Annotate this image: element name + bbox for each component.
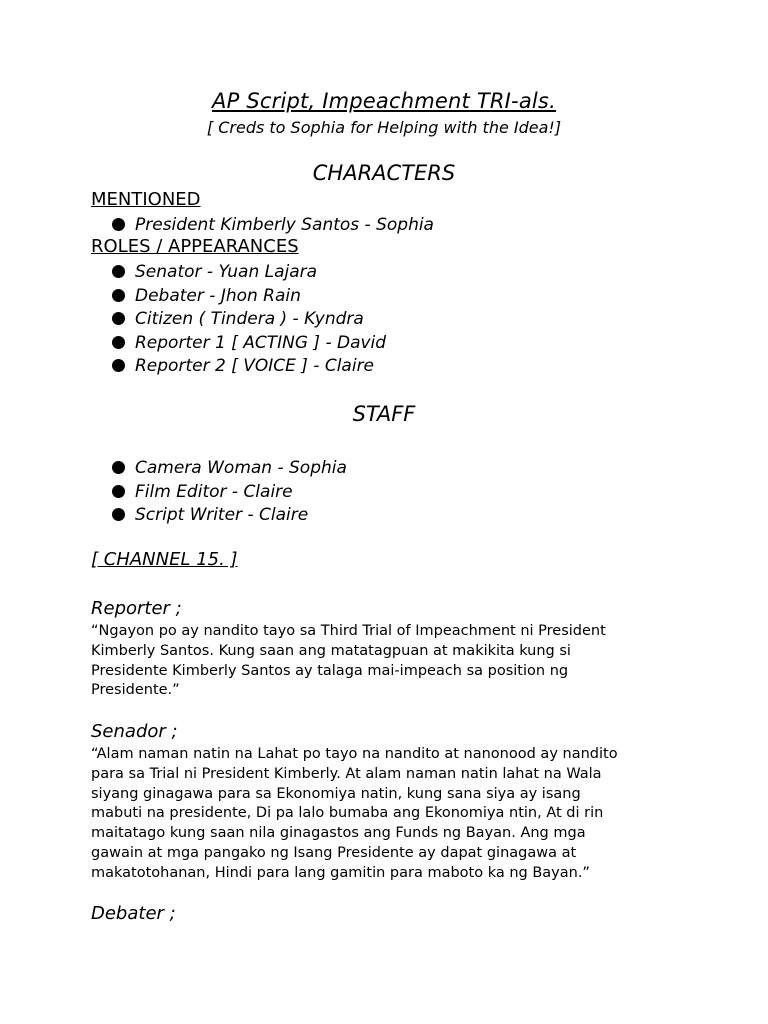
role-item: Reporter 2 [ VOICE ] - Claire <box>135 356 375 377</box>
bullet-icon <box>112 265 125 278</box>
dialogue-line: siyang ginagawa para sa Ekonomiya natin, kung sana siya ay isang <box>91 785 581 802</box>
mentioned-heading: MENTIONED <box>91 189 201 210</box>
bullet-icon <box>112 312 125 325</box>
staff-item: Camera Woman - Sophia <box>135 458 347 478</box>
dialogue-line: Kimberly Santos. Kung saan ang matatagpuan at makikita kung si <box>91 642 571 659</box>
list-item <box>112 214 434 238</box>
dialogue-paragraph <box>91 622 681 701</box>
role-item: Citizen ( Tindera ) - Kyndra <box>135 309 364 330</box>
speaker-label: Debater ; <box>91 903 176 924</box>
dialogue-line: makatotohanan, Hindi para lang gamitin para maboto ka ng Bayan.” <box>91 864 590 881</box>
bullet-icon <box>112 359 125 372</box>
bullet-icon <box>112 461 125 474</box>
staff-item: Film Editor - Claire <box>135 481 293 502</box>
document-subtitle: [ Creds to Sophia for Helping with the Idea!] <box>206 118 562 137</box>
list-item <box>112 481 347 505</box>
list-item <box>112 285 386 309</box>
dialogue-line: maitatago kung saan nila ginagastos ang Funds ng Bayan. Ang mga <box>91 825 586 842</box>
dialogue-line: gawain at mga pangako ng Isang Presidente ay dapat ginagawa at <box>91 844 577 861</box>
bullet-icon <box>112 508 125 521</box>
staff-item: Script Writer - Claire <box>135 505 309 526</box>
list-item <box>112 261 386 285</box>
dialogue-line: “Alam naman natin na Lahat po tayo na nandito at nanonood ay nandito <box>91 746 618 762</box>
role-item: Debater - Jhon Rain <box>135 285 301 306</box>
mentioned-list <box>112 214 434 238</box>
staff-list <box>112 457 347 528</box>
role-item: Senator - Yuan Lajara <box>135 262 318 282</box>
mentioned-item: President Kimberly Santos - Sophia <box>135 215 434 235</box>
characters-heading: CHARACTERS <box>312 161 456 185</box>
channel-heading: [ CHANNEL 15. ] <box>91 549 238 570</box>
list-item <box>112 308 386 332</box>
staff-heading: STAFF <box>352 402 416 426</box>
dialogue-line: “Ngayon po ay nandito tayo sa Third Trial of Impeachment ni President <box>91 623 606 639</box>
list-item <box>112 355 386 379</box>
roles-list <box>112 261 386 379</box>
speaker-label: Reporter ; <box>91 598 182 619</box>
roles-heading: ROLES / APPEARANCES <box>91 236 299 257</box>
dialogue-line: Presidente.” <box>91 682 180 699</box>
bullet-icon <box>112 218 125 231</box>
document-title: AP Script, Impeachment TRI-als. <box>212 89 556 113</box>
dialogue-paragraph <box>91 745 681 884</box>
list-item <box>112 504 347 528</box>
speaker-label: Senador ; <box>91 721 178 742</box>
dialogue-line: para sa Trial ni President Kimberly. At alam naman natin lahat na Wala <box>91 765 602 782</box>
role-item: Reporter 1 [ ACTING ] - David <box>135 332 387 353</box>
list-item <box>112 457 347 481</box>
bullet-icon <box>112 336 125 349</box>
dialogue-line: Presidente Kimberly Santos ay talaga mai-impeach sa position ng <box>91 662 569 679</box>
dialogue-line: mabuti na presidente, Di pa lalo bumaba ang Ekonomiya ntin, At di rin <box>91 805 604 822</box>
bullet-icon <box>112 289 125 302</box>
bullet-icon <box>112 485 125 498</box>
list-item <box>112 332 386 356</box>
